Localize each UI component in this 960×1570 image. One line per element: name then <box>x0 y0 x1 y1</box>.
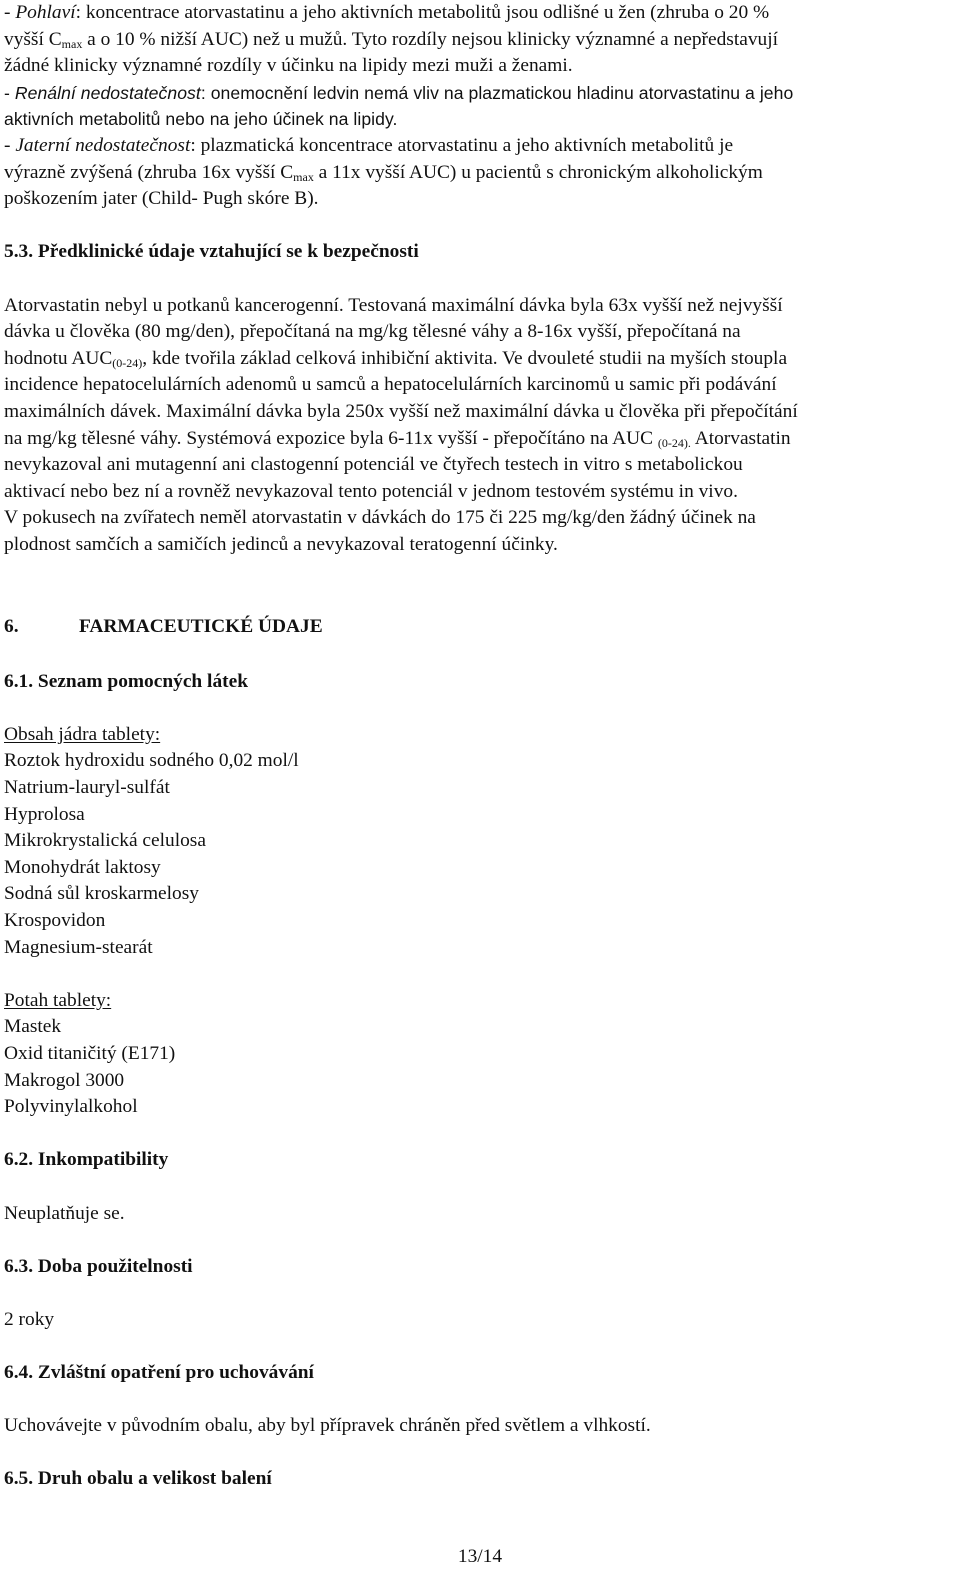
auc-subscript: (0-24). <box>657 435 691 450</box>
preclinical-line-8: aktivací nebo bez ní a rovněž nevykazoval tento potenciál v jednom testovém systému in vivo. <box>4 480 738 502</box>
core-item: Sodná sůl kroskarmelosy <box>4 883 199 905</box>
core-item: Natrium-lauryl-sulfát <box>4 777 170 799</box>
jaterni-term: Jaterní nedostatečnost <box>15 134 191 156</box>
section-6-4-heading: 6.4. Zvláštní opatření pro uchovávání <box>4 1362 314 1384</box>
core-item: Roztok hydroxidu sodného 0,02 mol/l <box>4 750 299 772</box>
preclinical-line-10: plodnost samčích a samičích jedinců a nevykazoval teratogenní účinky. <box>4 533 558 555</box>
section-6-heading: 6. FARMACEUTICKÉ ÚDAJE <box>4 616 323 638</box>
section-5-3-heading: 5.3. Předklinické údaje vztahující se k bezpečnosti <box>4 241 419 263</box>
section-6-2-heading: 6.2. Inkompatibility <box>4 1149 169 1171</box>
cmax-subscript: max <box>293 169 314 184</box>
section-6-2-text: Neuplatňuje se. <box>4 1202 125 1224</box>
core-item: Hyprolosa <box>4 803 85 825</box>
pohlavi-line-2: vyšší $C_{max}$ a o 10 % nižší AUC) než u mužů. Tyto rozdíly nejsou klinicky významné a nepředstavují <box>4 28 778 51</box>
preclinical-line-3: hodnotu $AUC_{(0-24)}$, kde tvořila základ celková inhibiční aktivita. Ve dvouleté studii na myších stoupla <box>4 347 788 370</box>
preclinical-line-4: incidence hepatocelulárních adenomů u samců a hepatocelulárních karcinomů u samic při podávání <box>4 374 777 396</box>
page-number: 13/14 <box>457 1546 503 1567</box>
coat-item: Oxid titaničitý (E171) <box>4 1042 176 1064</box>
section-6-1-heading: 6.1. Seznam pomocných látek <box>4 670 248 692</box>
coat-item: Polyvinylalkohol <box>4 1096 138 1118</box>
coat-label: Potah tablety: <box>4 989 112 1011</box>
jaterni-line-3: poškozením jater (Child- Pugh skóre B). <box>4 188 319 210</box>
core-item: Krospovidon <box>4 910 106 931</box>
pohlavi-term: Pohlaví <box>15 2 76 23</box>
core-item: Magnesium-stearát <box>4 936 153 958</box>
core-label: Obsah jádra tablety: <box>4 723 161 745</box>
preclinical-line-9: V pokusech na zvířatech neměl atorvastatin v dávkách do 175 či 225 mg/kg/den žádný účinek na <box>4 507 756 529</box>
preclinical-line-2: dávka u člověka (80 mg/den), přepočítaná na mg/kg tělesné váhy a 8-16x vyšší, přepočítaná na <box>4 321 741 343</box>
section-6-3-heading: 6.3. Doba použitelnosti <box>4 1255 193 1277</box>
coat-item: Makrogol 3000 <box>4 1069 125 1091</box>
cmax-subscript: max <box>61 36 83 51</box>
pohlavi-line-1: - Pohlaví: koncentrace atorvastatinu a jeho aktivních metabolitů jsou odlišné u žen (zhruba o 20 % <box>4 2 770 23</box>
renalni-line-1: - Renální nedostatečnost: onemocnění ledvin nemá vliv na plazmatickou hladinu atorvastatinu a jeho <box>4 82 794 103</box>
coat-item: Mastek <box>4 1016 62 1038</box>
renalni-line-2: aktivních metabolitů nebo na jeho účinek na lipidy. <box>4 109 398 130</box>
preclinical-line-1: Atorvastatin nebyl u potkanů kancerogenní. Testovaná maximální dávka byla 63x vyšší než nejvyšší <box>4 294 783 316</box>
jaterni-line-2: výrazně zvýšená (zhruba 16x vyšší $C_{max}$ a 11x vyšší AUC) u pacientů s chronickým alkoholickým <box>4 161 763 184</box>
auc-subscript: (0-24) <box>112 355 143 370</box>
section-6-5-heading: 6.5. Druh obalu a velikost balení <box>4 1468 272 1490</box>
core-item: Monohydrát laktosy <box>4 856 161 878</box>
renalni-term: Renální nedostatečnost <box>14 82 201 103</box>
jaterni-line-1: - Jaterní nedostatečnost: plazmatická koncentrace atorvastatinu a jeho aktivních metabolitů je <box>4 134 734 156</box>
preclinical-line-7: nevykazoval ani mutagenní ani clastogenní potenciál ve čtyřech testech in vitro s metabolickou <box>4 454 743 476</box>
preclinical-line-5: maximálních dávek. Maximální dávka byla 250x vyšší než maximální dávka u člověka při přepočítání <box>4 400 798 422</box>
core-item: Mikrokrystalická celulosa <box>4 830 206 852</box>
pohlavi-line-3: žádné klinicky významné rozdíly v účinku na lipidy mezi muži a ženami. <box>4 55 573 77</box>
document-page <box>4 0 960 1493</box>
section-6-4-text: Uchovávejte v původním obalu, aby byl přípravek chráněn před světlem a vlhkostí. <box>4 1415 651 1437</box>
preclinical-line-6: na mg/kg tělesné váhy. Systémová expozice byla 6-11x vyšší - přepočítáno na AUC $_{(0-24).}$ Atorvastatin <box>4 427 791 450</box>
section-6-3-text: 2 roky <box>4 1308 55 1330</box>
